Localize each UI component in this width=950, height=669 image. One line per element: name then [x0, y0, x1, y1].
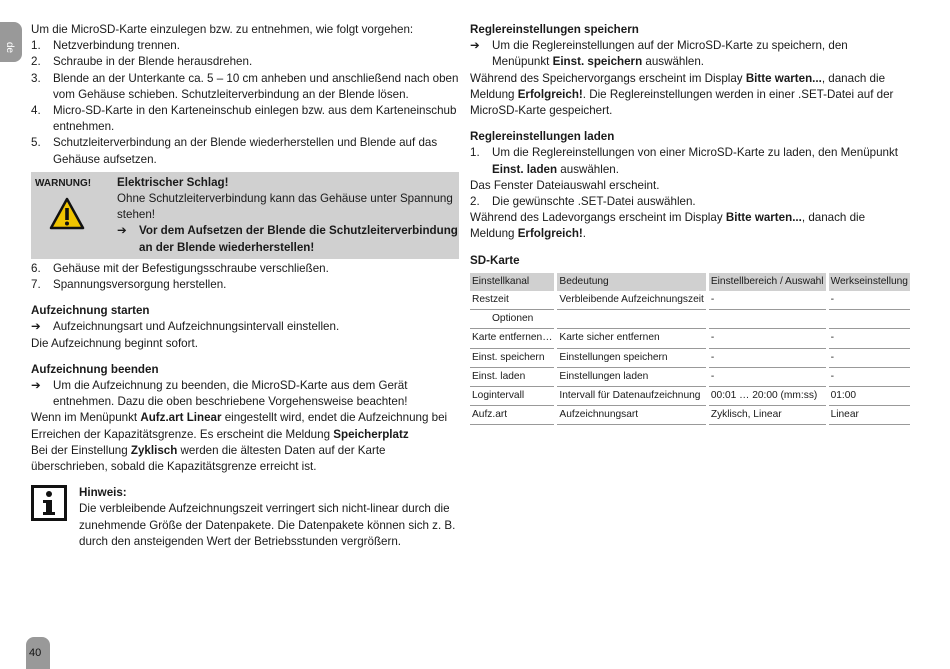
list-item: 5. Schutzleiterverbindung an der Blende wiederherstellen und Blende auf das Gehäuse aufsetzen. — [31, 136, 438, 166]
arrow-icon: ➔ — [31, 320, 41, 334]
start-action: Aufzeichnungsart und Aufzeichnungsintervall einstellen. — [53, 320, 340, 334]
note-text: Die verbleibende Aufzeichnungszeit verringert sich nicht-linear durch die zunehmende Größe der Datenpakete. Die Datenpakete können sich z. B. durch den ansteigenden Wert der Betriebsstunden vergrößern. — [79, 502, 456, 548]
save-heading: Reglereinstellungen speichern — [470, 23, 639, 36]
steps-list-1 — [31, 38, 459, 168]
note-title: Hinweis: — [79, 486, 127, 500]
list-item: 6. Gehäuse mit der Befestigungsschraube verschließen. — [31, 261, 329, 275]
table-row: Aufz.art Aufzeichnungsart Zyklisch, Linear Linear — [470, 406, 910, 425]
column-header: Bedeutung — [557, 273, 705, 291]
list-item: 2. Die gewünschte .SET-Datei auswählen. — [470, 195, 696, 209]
arrow-icon: ➔ — [470, 39, 480, 53]
list-item: 1. Um die Reglereinstellungen von einer MicroSD-Karte zu laden, den Menüpunkt Einst. laden auswählen. — [470, 146, 899, 176]
note-box — [31, 485, 459, 550]
info-icon — [31, 485, 67, 521]
load-text: Das Fenster Dateiauswahl erscheint. — [470, 178, 660, 192]
table-row: Karte entfernen… Karte sicher entfernen - - — [470, 329, 910, 348]
arrow-icon: ➔ — [117, 224, 127, 238]
page-number-tab — [26, 637, 50, 669]
warning-title: Elektrischer Schlag! — [117, 175, 229, 189]
table-row: Restzeit Verbleibende Aufzeichnungszeit - - — [470, 291, 910, 310]
table-row: Einst. speichern Einstellungen speichern - - — [470, 349, 910, 368]
end-heading: Aufzeichnung beenden — [31, 362, 159, 376]
end-paragraph-2: Bei der Einstellung Zyklisch werden die ältesten Daten auf der Karte überschrieben, sobald die Kapazitätsgrenze erreicht ist. — [31, 443, 386, 474]
end-paragraph-1: Wenn im Menüpunkt Aufz.art Linear eingestellt wird, endet die Aufzeichnung bei Erreichen der Kapazitätsgrenze. Es erscheint die Meldung Speicherplatz — [31, 411, 448, 441]
list-item: 4. Micro-SD-Karte in den Karteneinschub einlegen bzw. aus dem Karteneinschub entnehmen. — [31, 104, 457, 134]
warning-label: WARNUNG! — [35, 177, 92, 189]
intro-text: Um die MicroSD-Karte einzulegen bzw. zu entnehmen, wie folgt vorgehen: — [31, 23, 414, 36]
table-row: Logintervall Intervall für Datenaufzeichnung 00:01 … 20:00 (mm:ss) 01:00 — [470, 387, 910, 406]
column-header: Werkseinstellung — [829, 273, 910, 291]
arrow-icon: ➔ — [31, 379, 41, 393]
start-heading: Aufzeichnung starten — [31, 304, 150, 318]
load-heading: Reglereinstellungen laden — [470, 130, 615, 144]
warning-text: Ohne Schutzleiterverbindung kann das Gehäuse unter Spannung stehen! — [117, 192, 453, 222]
list-item: 2. Schraube in der Blende herausdrehen. — [31, 55, 253, 69]
list-item: 7. Spannungsversorgung herstellen. — [31, 278, 227, 292]
sd-heading: SD-Karte — [470, 253, 520, 267]
language-tab: de — [0, 22, 22, 62]
end-action: Um die Aufzeichnung zu beenden, die MicroSD-Karte aus dem Gerät entnehmen. Dazu die oben beschriebene Vorgehensweise beachten! — [53, 379, 408, 409]
save-action: Um die Reglereinstellungen auf der MicroSD-Karte zu speichern, den Menüpunkt Einst. speichern auswählen. — [492, 39, 848, 69]
table-row: Optionen — [470, 310, 910, 329]
page-number: 40 — [29, 647, 42, 659]
table-header-row — [470, 273, 910, 291]
column-header: Einstellbereich / Auswahl — [709, 273, 826, 291]
warning-box — [31, 172, 459, 259]
sd-settings-table — [467, 273, 913, 426]
left-column — [31, 22, 459, 550]
column-header: Einstellkanal — [470, 273, 554, 291]
start-text: Die Aufzeichnung beginnt sofort. — [31, 336, 198, 350]
table-row: Einst. laden Einstellungen laden - - — [470, 368, 910, 387]
load-paragraph: Während des Ladevorgangs erscheint im Display Bitte warten..., danach die Meldung Erfolgreich!. — [470, 211, 866, 241]
warning-action: Vor dem Aufsetzen der Blende die Schutzleiterverbindung an der Blende wiederherstellen! — [139, 224, 458, 254]
steps-list-2 — [31, 261, 459, 293]
right-column — [470, 22, 908, 425]
save-paragraph: Während des Speichervorgangs erscheint im Display Bitte warten..., danach die Meldung Erfolgreich!. Die Reglereinstellungen werden in einer .SET-Datei auf der MicroSD-Karte gespeichert. — [470, 71, 894, 118]
list-item: 3. Blende an der Unterkante ca. 5 – 10 cm anheben und anschließend nach oben vom Gehäuse schieben. Schutzleiterverbindung an der Blende lösen. — [31, 71, 459, 101]
warning-triangle-icon — [49, 197, 85, 231]
list-item: 1. Netzverbindung trennen. — [31, 39, 180, 53]
